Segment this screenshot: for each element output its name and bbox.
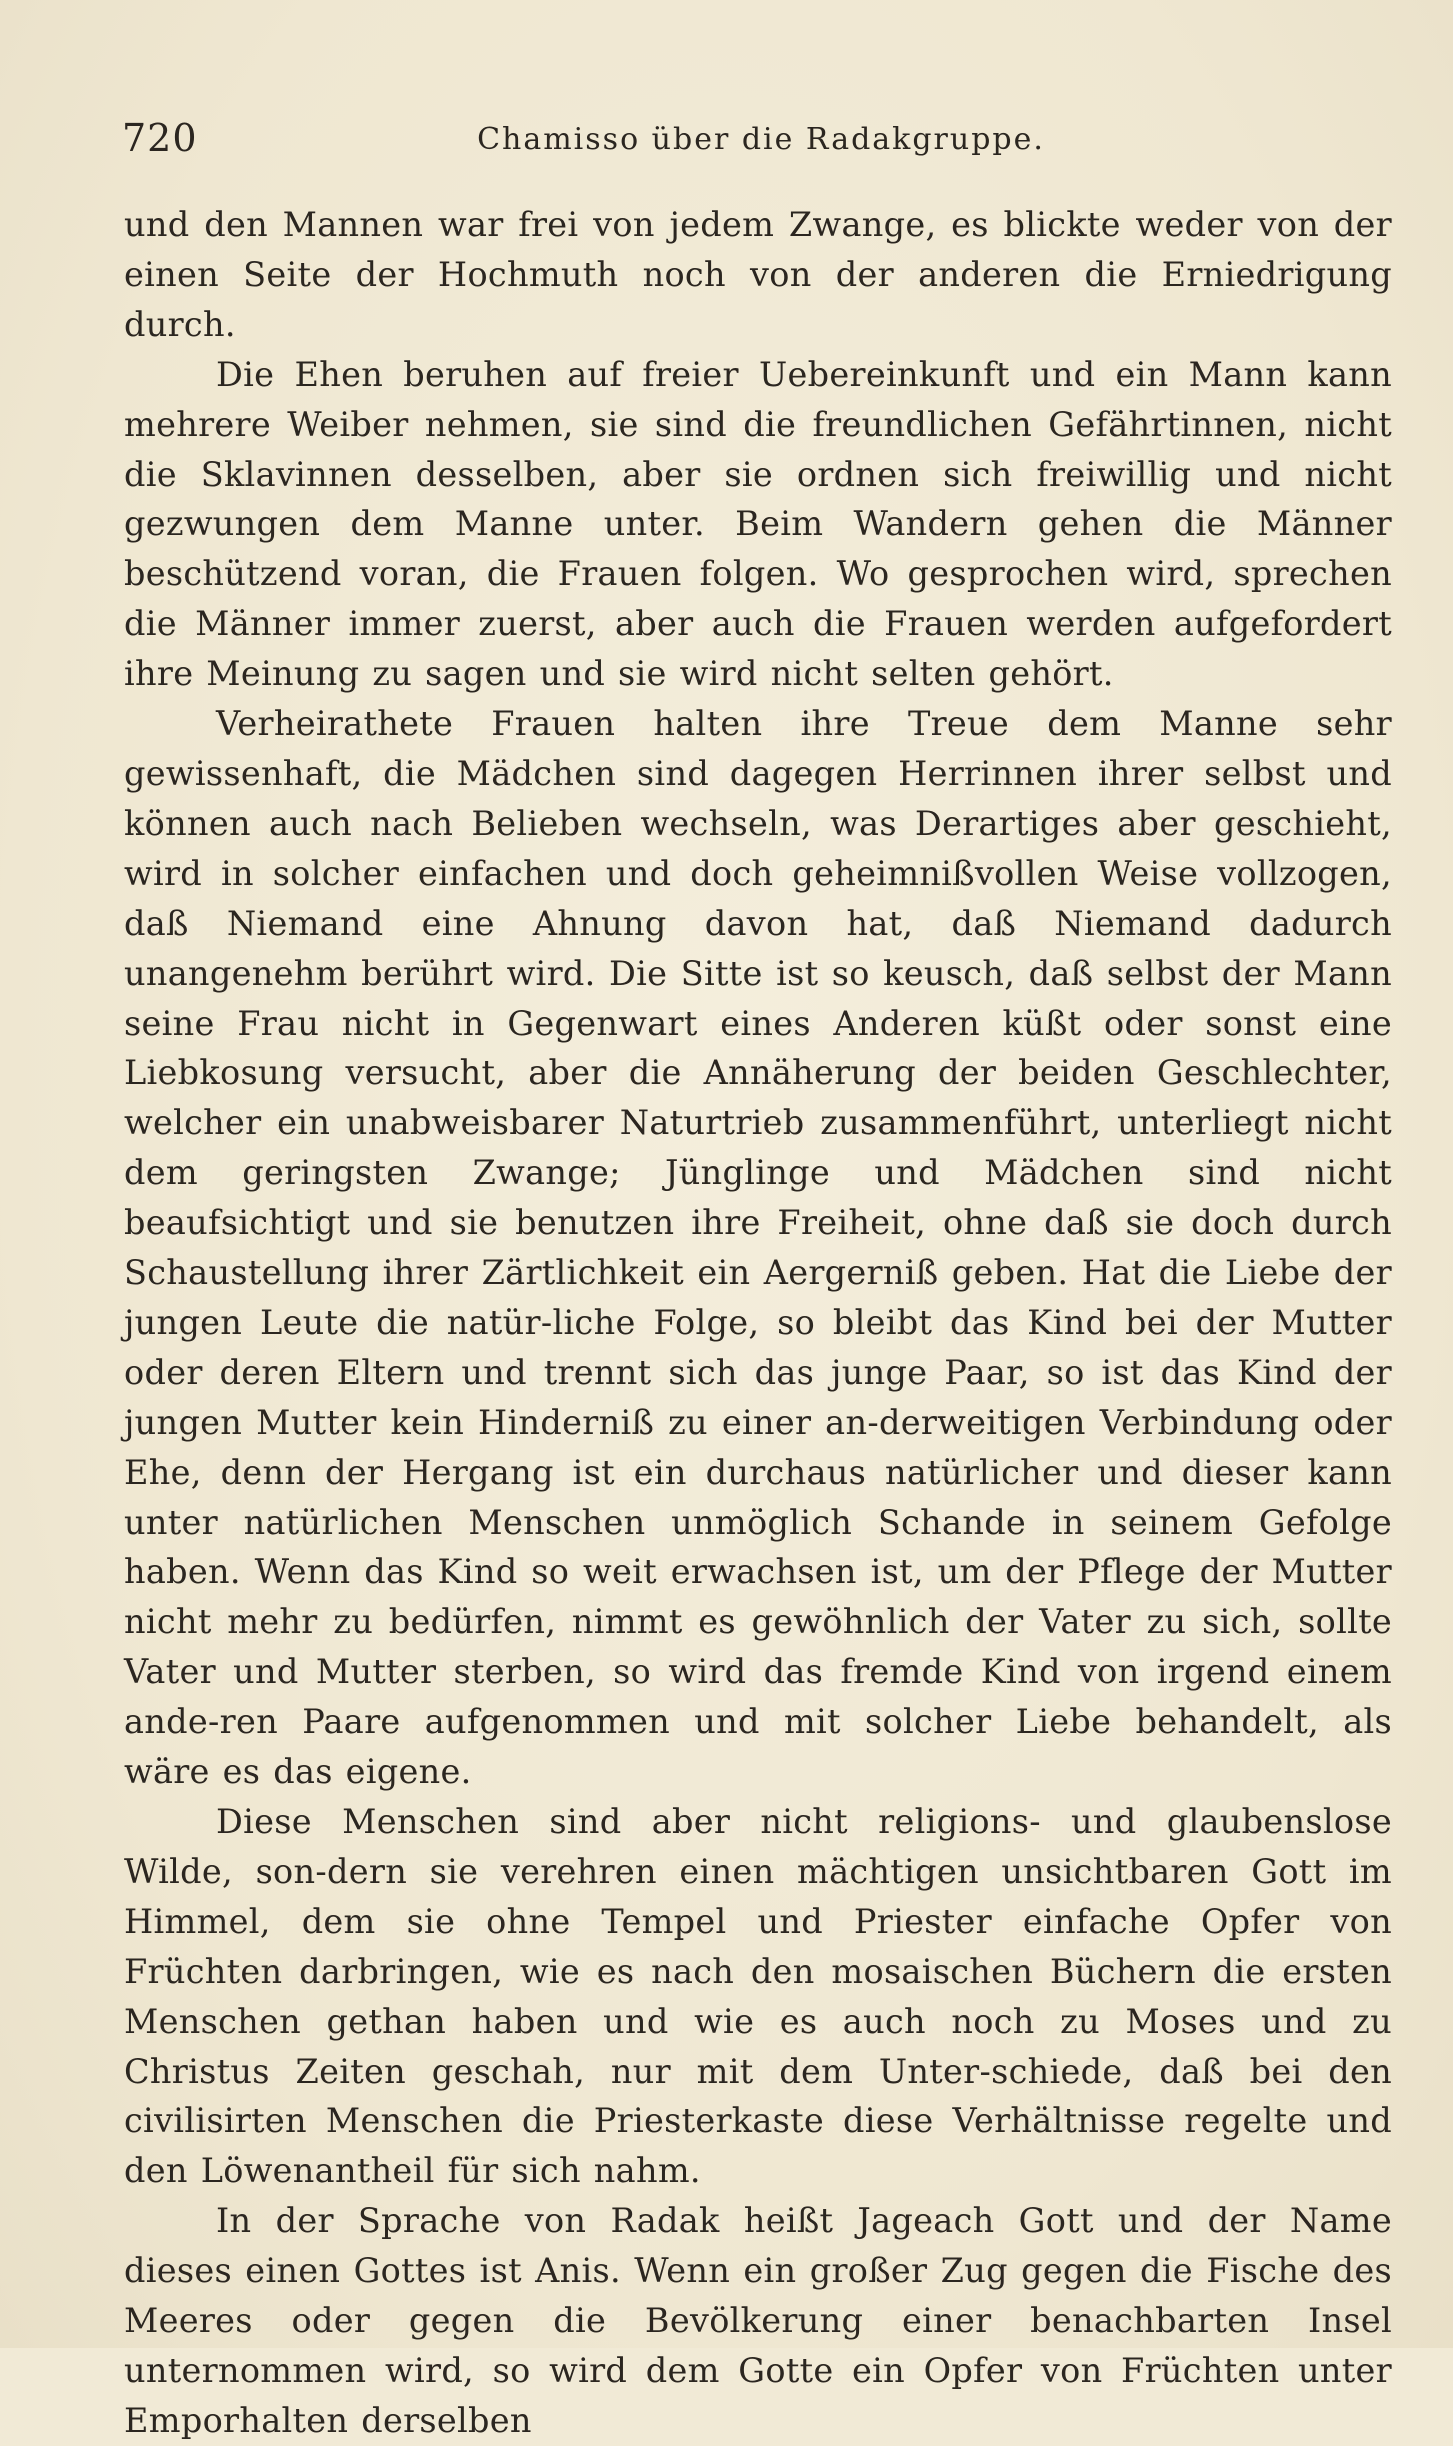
paragraph-2: Die Ehen beruhen auf freier Uebereinkunft und ein Mann kann mehrere Weiber nehmen, sie sind die freundlichen Gefährtinnen, nicht die Sklavinnen desselben, aber sie ordnen sich freiwillig und nicht gezwungen dem Manne unter. Beim Wandern gehen die Männer beschützend voran, die Frauen folgen. Wo gesprochen wird, sprechen die Männer immer zuerst, aber auch die Frauen werden aufgefordert ihre Meinung zu sagen und sie wird nicht selten gehört. bbox=[124, 354, 1392, 694]
paragraph-5: In der Sprache von Radak heißt Jageach Gott und der Name dieses einen Gottes ist Anis. Wenn ein großer Zug gegen die Fische des Meeres oder gegen die Bevölkerung einer benachbarten Insel unternommen wird, so wird dem Gotte ein Opfer von Früchten unter Emporhalten derselben bbox=[124, 2201, 1392, 2440]
page-header bbox=[122, 116, 1400, 166]
page-number: 720 bbox=[122, 116, 198, 160]
body-text bbox=[124, 200, 1392, 2446]
paragraph-3: Verheirathete Frauen halten ihre Treue dem Manne sehr gewissenhaft, die Mädchen sind dagegen Herrinnen ihrer selbst und können auch nach Belieben wechseln, was Derartiges aber geschieht, wird in solcher einfachen und doch geheimnißvollen Weise vollzogen, daß Niemand eine Ahnung davon hat, daß Niemand dadurch unangenehm berührt wird. Die Sitte ist so keusch, daß selbst der Mann seine Frau nicht in Gegenwart eines Anderen küßt oder sonst eine Liebkosung versucht, aber die Annäherung der beiden Geschlechter, welcher ein unabweisbarer Naturtrieb zusammenführt, unterliegt nicht dem geringsten Zwange; Jünglinge und Mädchen sind nicht beaufsichtigt und sie benutzen ihre Freiheit, ohne daß sie doch durch Schaustellung ihrer Zärtlichkeit ein Aergerniß geben. Hat die Liebe der jungen Leute die natür-liche Folge, so bleibt das Kind bei der Mutter oder deren Eltern und trennt sich das junge Paar, so ist das Kind der jungen Mutter kein Hinderniß zu einer an-derweitigen Verbindung oder Ehe, denn der Hergang ist ein durchaus natürlicher und dieser kann unter natürlichen Menschen unmöglich Schande in seinem Gefolge haben. Wenn das Kind so weit erwachsen ist, um der Pflege der Mutter nicht mehr zu bedürfen, nimmt es gewöhnlich der Vater zu sich, sollte Vater und Mutter sterben, so wird das fremde Kind von irgend einem ande-ren Paare aufgenommen und mit solcher Liebe behandelt, als wäre es das eigene. bbox=[124, 704, 1392, 1792]
paragraph-1: und den Mannen war frei von jedem Zwange, es blickte weder von der einen Seite der Hochmuth noch von der anderen die Erniedrigung durch. bbox=[124, 205, 1392, 344]
running-head: Chamisso über die Radakgruppe. bbox=[477, 122, 1045, 157]
paragraph-4: Diese Menschen sind aber nicht religions- und glaubenslose Wilde, son-dern sie verehren einen mächtigen unsichtbaren Gott im Himmel, dem sie ohne Tempel und Priester einfache Opfer von Früchten darbringen, wie es nach den mosaischen Büchern die ersten Menschen gethan haben und wie es auch noch zu Moses und zu Christus Zeiten geschah, nur mit dem Unter-schiede, daß bei den civilisirten Menschen die Priesterkaste diese Verhältnisse regelte und den Löwenantheil für sich nahm. bbox=[124, 1802, 1392, 2191]
